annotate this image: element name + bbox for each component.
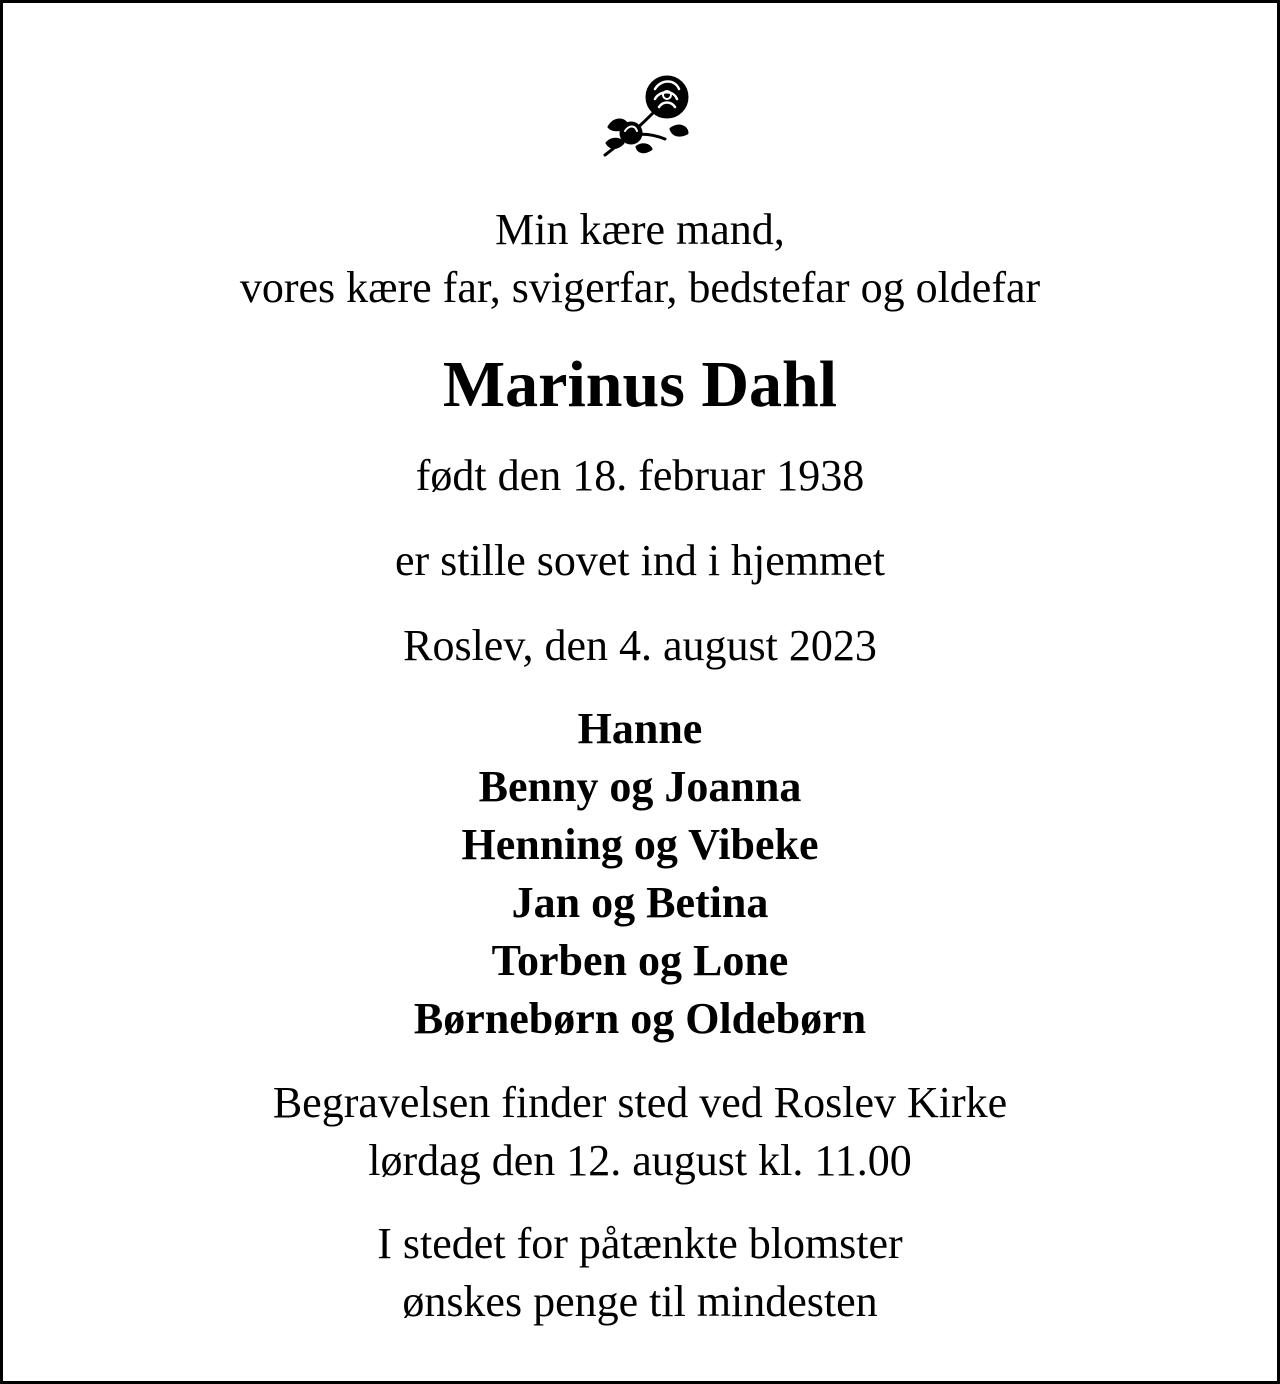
flowers-line-1: I stedet for påtænkte blomster	[377, 1219, 903, 1268]
funeral-line-1: Begravelsen finder sted ved Roslev Kirke	[272, 1078, 1008, 1127]
deceased-name: Marinus Dahl	[442, 348, 838, 421]
funeral-line-2: lørdag den 12. august kl. 11.00	[368, 1136, 912, 1185]
family-name: Torben og Lone	[491, 936, 789, 985]
family-name: Hanne	[577, 704, 703, 753]
intro-line-2: vores kære far, svigerfar, bedstefar og oldefar	[239, 263, 1041, 312]
place-and-date: Roslev, den 4. august 2023	[403, 621, 877, 670]
intro-line-1: Min kære mand,	[495, 205, 785, 254]
birth-date: født den 18. februar 1938	[415, 451, 865, 500]
family-name: Jan og Betina	[511, 878, 769, 927]
passing-text: er stille sovet ind i hjemmet	[394, 536, 885, 585]
family-name: Henning og Vibeke	[461, 820, 819, 869]
rose-icon	[593, 69, 697, 161]
family-name: Børnebørn og Oldebørn	[413, 994, 867, 1043]
family-name: Benny og Joanna	[478, 762, 802, 811]
flowers-line-2: ønskes penge til mindesten	[402, 1277, 878, 1326]
